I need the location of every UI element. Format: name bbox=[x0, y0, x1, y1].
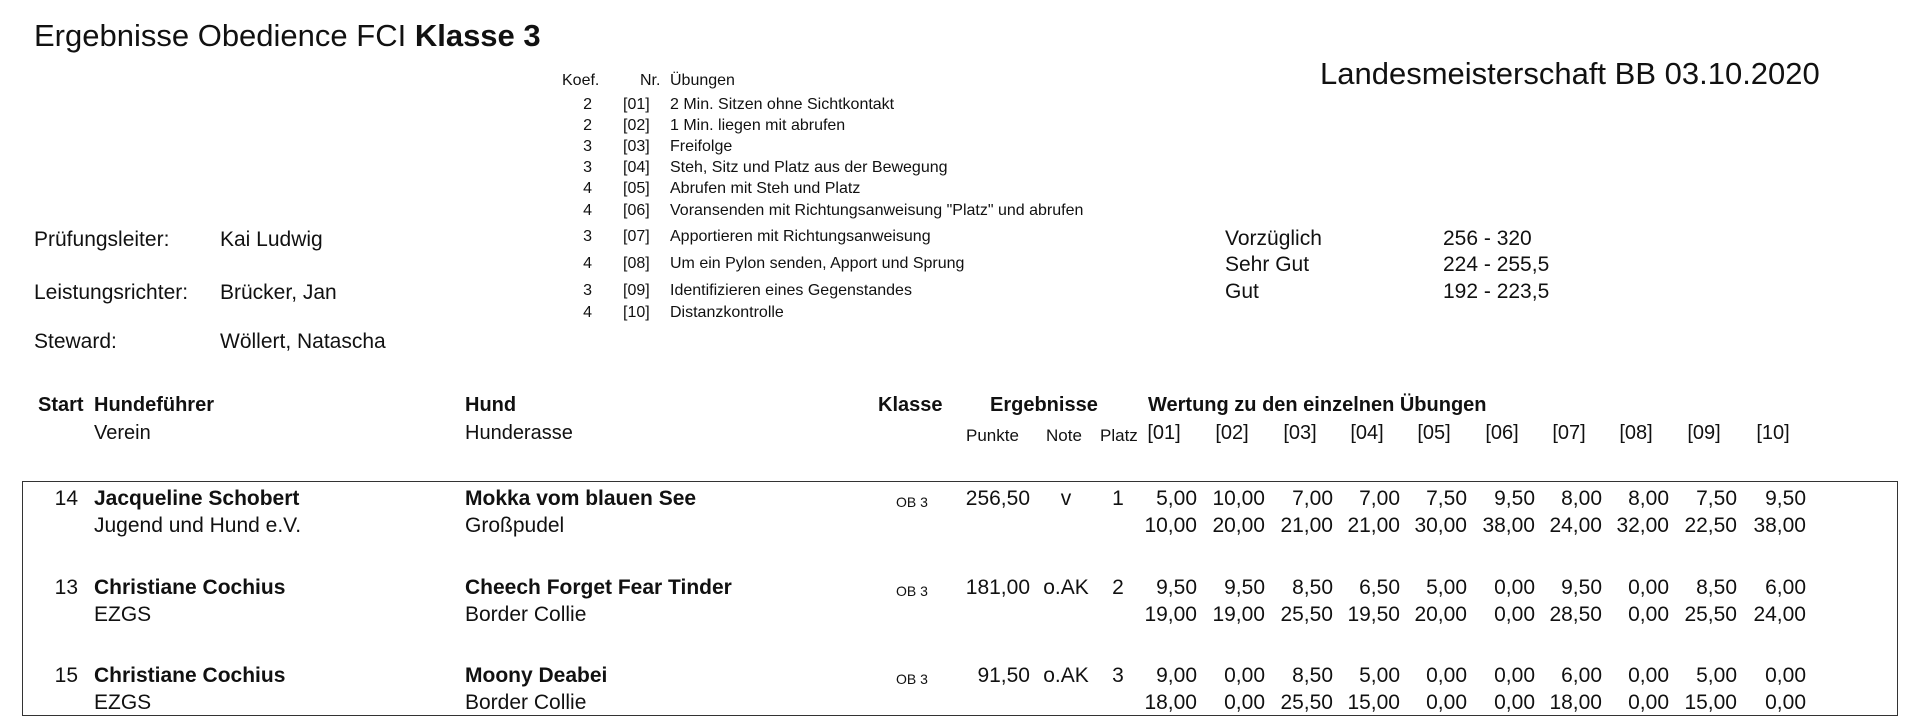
row-dog: Cheech Forget Fear Tinder bbox=[465, 576, 732, 599]
grade-range-gut: 192 - 223,5 bbox=[1443, 280, 1550, 303]
header-exercise-8: [08] bbox=[1619, 422, 1653, 444]
row-dog: Moony Deabei bbox=[465, 664, 608, 687]
exercise-koef: 2 bbox=[583, 117, 592, 134]
row-punkte: 91,50 bbox=[977, 664, 1030, 687]
exercise-nr: [10] bbox=[623, 304, 650, 321]
event-title: Landesmeisterschaft BB 03.10.2020 bbox=[1320, 56, 1820, 91]
grade-label-vorzueglich: Vorzüglich bbox=[1225, 227, 1322, 250]
row-club: EZGS bbox=[94, 603, 152, 626]
header-exercise-5: [05] bbox=[1417, 422, 1451, 444]
row-score: 5,00 bbox=[1359, 664, 1400, 687]
row-score: 0,00 bbox=[1765, 664, 1806, 687]
exercise-koef: 4 bbox=[583, 255, 592, 272]
row-weighted-score: 0,00 bbox=[1628, 691, 1669, 714]
staff-role-steward: Steward: bbox=[34, 330, 117, 353]
header-exercise-2: [02] bbox=[1215, 422, 1249, 444]
row-weighted-score: 15,00 bbox=[1347, 691, 1400, 714]
row-weighted-score: 25,50 bbox=[1280, 691, 1333, 714]
row-weighted-score: 38,00 bbox=[1482, 514, 1535, 537]
exercise-koef: 3 bbox=[583, 159, 592, 176]
header-exercise-10: [10] bbox=[1756, 422, 1790, 444]
exercises-nr-header: Nr. bbox=[640, 72, 661, 89]
row-breed: Border Collie bbox=[465, 691, 587, 714]
row-score: 6,00 bbox=[1561, 664, 1602, 687]
row-club: Jugend und Hund e.V. bbox=[94, 514, 302, 537]
grade-range-sehr-gut: 224 - 255,5 bbox=[1443, 253, 1550, 276]
staff-role-pruefungsleiter: Prüfungsleiter: bbox=[34, 228, 170, 251]
exercise-name: Distanzkontrolle bbox=[670, 304, 784, 321]
row-score: 5,00 bbox=[1426, 576, 1467, 599]
exercises-uebungen-header: Übungen bbox=[670, 72, 735, 89]
row-breed: Border Collie bbox=[465, 603, 587, 626]
header-hunderasse: Hunderasse bbox=[465, 422, 573, 444]
row-weighted-score: 10,00 bbox=[1144, 514, 1197, 537]
exercise-nr: [02] bbox=[623, 117, 650, 134]
exercise-koef: 2 bbox=[583, 96, 592, 113]
row-weighted-score: 21,00 bbox=[1347, 514, 1400, 537]
row-score: 5,00 bbox=[1156, 487, 1197, 510]
header-hund: Hund bbox=[465, 394, 517, 416]
row-klasse: OB 3 bbox=[896, 671, 928, 687]
row-weighted-score: 0,00 bbox=[1224, 691, 1265, 714]
exercise-koef: 4 bbox=[583, 202, 592, 219]
exercise-name: Identifizieren eines Gegenstandes bbox=[670, 282, 912, 299]
row-platz: 2 bbox=[1112, 576, 1124, 599]
header-punkte: Punkte bbox=[966, 426, 1019, 445]
row-weighted-score: 22,50 bbox=[1684, 514, 1737, 537]
exercise-name: Abrufen mit Steh und Platz bbox=[670, 180, 861, 197]
row-score: 8,00 bbox=[1628, 487, 1669, 510]
header-exercise-7: [07] bbox=[1552, 422, 1586, 444]
staff-role-leistungsrichter: Leistungsrichter: bbox=[34, 281, 189, 304]
row-score: 5,00 bbox=[1696, 664, 1737, 687]
exercise-name: Steh, Sitz und Platz aus der Bewegung bbox=[670, 159, 948, 176]
row-platz: 1 bbox=[1112, 487, 1124, 510]
row-start: 13 bbox=[54, 576, 78, 599]
row-score: 9,50 bbox=[1156, 576, 1197, 599]
row-weighted-score: 24,00 bbox=[1549, 514, 1602, 537]
row-score: 9,50 bbox=[1765, 487, 1806, 510]
exercise-name: 1 Min. liegen mit abrufen bbox=[670, 117, 846, 134]
row-punkte: 181,00 bbox=[965, 576, 1030, 599]
row-score: 9,50 bbox=[1224, 576, 1265, 599]
exercise-nr: [07] bbox=[623, 228, 650, 245]
grade-label-gut: Gut bbox=[1225, 280, 1259, 303]
header-exercise-9: [09] bbox=[1687, 422, 1721, 444]
header-wertung: Wertung zu den einzelnen Übungen bbox=[1148, 394, 1487, 416]
row-score: 9,50 bbox=[1494, 487, 1535, 510]
title-klasse: Klasse 3 bbox=[414, 18, 541, 53]
row-weighted-score: 24,00 bbox=[1753, 603, 1806, 626]
row-weighted-score: 21,00 bbox=[1280, 514, 1333, 537]
row-weighted-score: 25,50 bbox=[1684, 603, 1737, 626]
row-club: EZGS bbox=[94, 691, 152, 714]
header-start: Start bbox=[38, 394, 84, 416]
exercise-name: Apportieren mit Richtungsanweisung bbox=[670, 228, 931, 245]
header-platz: Platz bbox=[1100, 426, 1138, 445]
row-weighted-score: 38,00 bbox=[1753, 514, 1806, 537]
row-score: 6,00 bbox=[1765, 576, 1806, 599]
row-weighted-score: 20,00 bbox=[1212, 514, 1265, 537]
row-score: 8,50 bbox=[1292, 576, 1333, 599]
row-weighted-score: 19,50 bbox=[1347, 603, 1400, 626]
row-start: 14 bbox=[54, 487, 78, 510]
row-score: 0,00 bbox=[1426, 664, 1467, 687]
row-score: 0,00 bbox=[1494, 576, 1535, 599]
staff-name-leistungsrichter: Brücker, Jan bbox=[220, 281, 337, 304]
row-score: 10,00 bbox=[1212, 487, 1265, 510]
row-klasse: OB 3 bbox=[896, 583, 928, 599]
header-exercise-1: [01] bbox=[1147, 422, 1181, 444]
row-score: 7,50 bbox=[1696, 487, 1737, 510]
row-score: 7,00 bbox=[1292, 487, 1333, 510]
header-exercise-4: [04] bbox=[1350, 422, 1384, 444]
row-score: 8,50 bbox=[1696, 576, 1737, 599]
header-hundefuehrer: Hundeführer bbox=[94, 394, 214, 416]
row-score: 7,00 bbox=[1359, 487, 1400, 510]
row-score: 0,00 bbox=[1628, 576, 1669, 599]
row-handler: Jacqueline Schobert bbox=[94, 487, 300, 510]
row-platz: 3 bbox=[1112, 664, 1124, 687]
header-exercise-3: [03] bbox=[1283, 422, 1317, 444]
staff-name-steward: Wöllert, Natascha bbox=[220, 330, 386, 353]
row-score: 9,50 bbox=[1561, 576, 1602, 599]
row-handler: Christiane Cochius bbox=[94, 576, 286, 599]
row-weighted-score: 19,00 bbox=[1212, 603, 1265, 626]
title-prefix: Ergebnisse Obedience FCI bbox=[34, 18, 407, 53]
row-weighted-score: 0,00 bbox=[1765, 691, 1806, 714]
row-weighted-score: 19,00 bbox=[1144, 603, 1197, 626]
row-weighted-score: 30,00 bbox=[1414, 514, 1467, 537]
header-exercise-6: [06] bbox=[1485, 422, 1519, 444]
exercise-name: Voransenden mit Richtungsanweisung "Platz" und abrufen bbox=[670, 202, 1084, 219]
grade-range-vorzueglich: 256 - 320 bbox=[1443, 227, 1532, 250]
exercise-koef: 3 bbox=[583, 138, 592, 155]
row-note: o.AK bbox=[1043, 664, 1089, 687]
row-weighted-score: 18,00 bbox=[1549, 691, 1602, 714]
exercise-koef: 3 bbox=[583, 228, 592, 245]
row-score: 6,50 bbox=[1359, 576, 1400, 599]
row-breed: Großpudel bbox=[465, 514, 565, 537]
row-handler: Christiane Cochius bbox=[94, 664, 286, 687]
grade-label-sehr-gut: Sehr Gut bbox=[1225, 253, 1310, 276]
row-score: 7,50 bbox=[1426, 487, 1467, 510]
row-weighted-score: 28,50 bbox=[1549, 603, 1602, 626]
exercise-name: Freifolge bbox=[670, 138, 733, 155]
row-score: 9,00 bbox=[1156, 664, 1197, 687]
row-punkte: 256,50 bbox=[965, 487, 1030, 510]
row-weighted-score: 0,00 bbox=[1426, 691, 1467, 714]
exercise-nr: [03] bbox=[623, 138, 650, 155]
row-score: 0,00 bbox=[1628, 664, 1669, 687]
row-weighted-score: 0,00 bbox=[1494, 603, 1535, 626]
header-klasse: Klasse bbox=[878, 394, 943, 416]
exercise-name: Um ein Pylon senden, Apport und Sprung bbox=[670, 255, 965, 272]
row-note: o.AK bbox=[1043, 576, 1089, 599]
exercise-koef: 3 bbox=[583, 282, 592, 299]
row-weighted-score: 18,00 bbox=[1144, 691, 1197, 714]
staff-name-pruefungsleiter: Kai Ludwig bbox=[220, 228, 323, 251]
row-score: 0,00 bbox=[1224, 664, 1265, 687]
exercise-koef: 4 bbox=[583, 180, 592, 197]
exercise-nr: [04] bbox=[623, 159, 650, 176]
row-weighted-score: 0,00 bbox=[1628, 603, 1669, 626]
exercise-nr: [06] bbox=[623, 202, 650, 219]
exercise-nr: [01] bbox=[623, 96, 650, 113]
header-verein: Verein bbox=[94, 422, 151, 444]
row-start: 15 bbox=[54, 664, 78, 687]
exercise-name: 2 Min. Sitzen ohne Sichtkontakt bbox=[670, 96, 895, 113]
row-score: 8,50 bbox=[1292, 664, 1333, 687]
row-klasse: OB 3 bbox=[896, 494, 928, 510]
row-weighted-score: 32,00 bbox=[1616, 514, 1669, 537]
row-weighted-score: 15,00 bbox=[1684, 691, 1737, 714]
exercise-koef: 4 bbox=[583, 304, 592, 321]
exercises-koef-header: Koef. bbox=[562, 72, 600, 89]
exercise-nr: [08] bbox=[623, 255, 650, 272]
row-weighted-score: 0,00 bbox=[1494, 691, 1535, 714]
row-weighted-score: 25,50 bbox=[1280, 603, 1333, 626]
page-title bbox=[34, 18, 541, 54]
row-score: 8,00 bbox=[1561, 487, 1602, 510]
row-weighted-score: 20,00 bbox=[1414, 603, 1467, 626]
row-score: 0,00 bbox=[1494, 664, 1535, 687]
exercise-nr: [05] bbox=[623, 180, 650, 197]
row-note: v bbox=[1060, 487, 1072, 510]
header-ergebnisse: Ergebnisse bbox=[990, 394, 1098, 416]
row-dog: Mokka vom blauen See bbox=[465, 487, 697, 510]
header-note: Note bbox=[1046, 426, 1082, 445]
exercise-nr: [09] bbox=[623, 282, 650, 299]
